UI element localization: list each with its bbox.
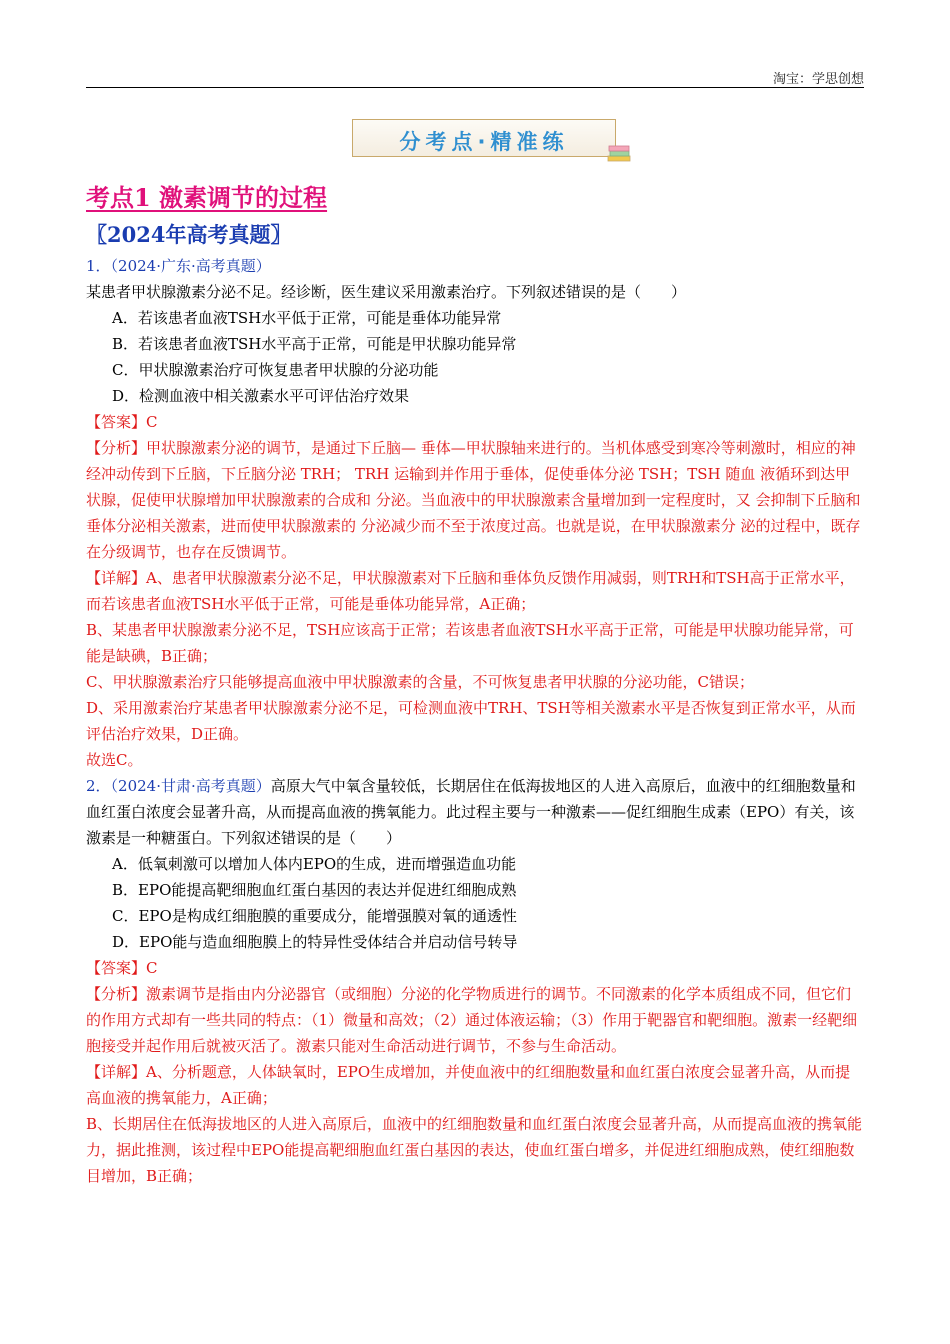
question-1-answer: 【答案】C: [86, 413, 158, 431]
question-1-analysis: 【分析】甲状腺激素分泌的调节，是通过下丘脑— 垂体—甲状腺轴来进行的。当机体感受到寒冷等刺激时，相应的神经冲动传到下丘脑，下丘脑分泌 TRH； TRH 运输到并作用于垂体，促使垂体分泌 TSH；TSH 随血 液循环到达甲状腺，促使甲状腺增加甲状腺激素的合成和 分泌。当血液中的甲状腺激素含量增加到一定程度时，又 会抑制下丘脑和垂体分泌相关激素，进而使甲状腺激素的 分泌减少而不至于浓度过高。也就是说，在甲状腺激素分 泌的过程中，既存在分级调节，也存在反馈调节。: [86, 439, 861, 561]
question-2-text: 高原大气中氧含量较低，长期居住在低海拔地区的人进入高原后，血液中的红细胞数量和血红蛋白浓度会显著升高，从而提高血液的携氧能力。此过程主要与一种激素——促红细胞生成素（EPO）有关，该激素是一种糖蛋白。下列叙述错误的是（ ）: [86, 777, 856, 847]
question-1-detail-d: D、采用激素治疗某患者甲状腺激素分泌不足，可检测血液中TRH、TSH等相关激素水平是否恢复到正常水平，从而评估治疗效果，D正确。: [86, 699, 856, 743]
question-2-analysis: 【分析】激素调节是指由内分泌器官（或细胞）分泌的化学物质进行的调节。不同激素的化学本质组成不同，但它们的作用方式却有一些共同的特点：（1）微量和高效；（2）通过体液运输；（3）作用于靶器官和靶细胞。激素一经靶细胞接受并起作用后就被灭活了。激素只能对生命活动进行调节，不参与生命活动。: [86, 985, 858, 1055]
section-banner: [352, 119, 616, 157]
question-2-option-c: C．EPO是构成红细胞膜的重要成分，能增强膜对氧的通透性: [112, 907, 517, 925]
question-1-stem: [86, 253, 864, 305]
question-2-source: （2024·甘肃·高考真题）: [110, 777, 271, 795]
question-2-detail-a: 【详解】A、分析题意，人体缺氧时，EPO生成增加，并使血液中的红细胞数量和血红蛋白浓度会显著升高，从而提高血液的携氧能力，A正确；: [86, 1063, 851, 1107]
books-icon: [606, 142, 634, 166]
question-1-text: 某患者甲状腺激素分泌不足。经诊断，医生建议采用激素治疗。下列叙述错误的是（ ）: [86, 283, 687, 301]
question-1-detail-a: 【详解】A、患者甲状腺激素分泌不足，甲状腺激素对下丘脑和垂体负反馈作用减弱，则TRH和TSH高于正常水平，而若该患者血液TSH水平低于正常，可能是垂体功能异常，A正确；: [86, 569, 855, 613]
header-divider: [86, 87, 864, 88]
question-2-option-b: B．EPO能提高靶细胞血红蛋白基因的表达并促进红细胞成熟: [112, 881, 517, 899]
question-1-option-c: C．甲状腺激素治疗可恢复患者甲状腺的分泌功能: [112, 361, 439, 379]
question-2-stem: [86, 773, 864, 851]
question-2-answer: 【答案】C: [86, 959, 158, 977]
question-1-option-a: A．若该患者血液TSH水平低于正常，可能是垂体功能异常: [112, 309, 502, 327]
question-1-option-b: B．若该患者血液TSH水平高于正常，可能是甲状腺功能异常: [112, 335, 517, 353]
question-2-option-a: A．低氧刺激可以增加人体内EPO的生成，进而增强造血功能: [112, 855, 517, 873]
question-2-number: 2．: [86, 777, 111, 795]
question-1-detail-c: C、甲状腺激素治疗只能够提高血液中甲状腺激素的含量，不可恢复患者甲状腺的分泌功能，C错误；: [86, 673, 754, 691]
header-source: 淘宝：学思创想: [772, 72, 864, 87]
question-1-number: 1．: [86, 257, 111, 275]
question-1-conclusion: 故选C。: [86, 751, 143, 769]
question-1-option-d: D．检测血液中相关激素水平可评估治疗效果: [112, 387, 410, 405]
question-1-source: （2024·广东·高考真题）: [110, 257, 271, 275]
year-heading: 〖2024年高考真题〗: [86, 222, 292, 247]
question-content: [86, 253, 864, 1189]
question-1-detail-b: B、某患者甲状腺激素分泌不足，TSH应该高于正常；若该患者血液TSH水平高于正常，可能是甲状腺功能异常，可能是缺碘，B正确；: [86, 621, 854, 665]
question-2-option-d: D．EPO能与造血细胞膜上的特异性受体结合并启动信号转导: [112, 933, 518, 951]
question-2-detail-b: B、长期居住在低海拔地区的人进入高原后，血液中的红细胞数量和血红蛋白浓度会显著升高，从而提高血液的携氧能力，据此推测，该过程中EPO能提高靶细胞血红蛋白基因的表达，使血红蛋白增多，并促进红细胞成熟，使红细胞数目增加，B正确；: [86, 1115, 863, 1185]
section-title: 考点1 激素调节的过程: [86, 183, 328, 212]
banner-title: 分考点·精准练: [399, 130, 569, 154]
